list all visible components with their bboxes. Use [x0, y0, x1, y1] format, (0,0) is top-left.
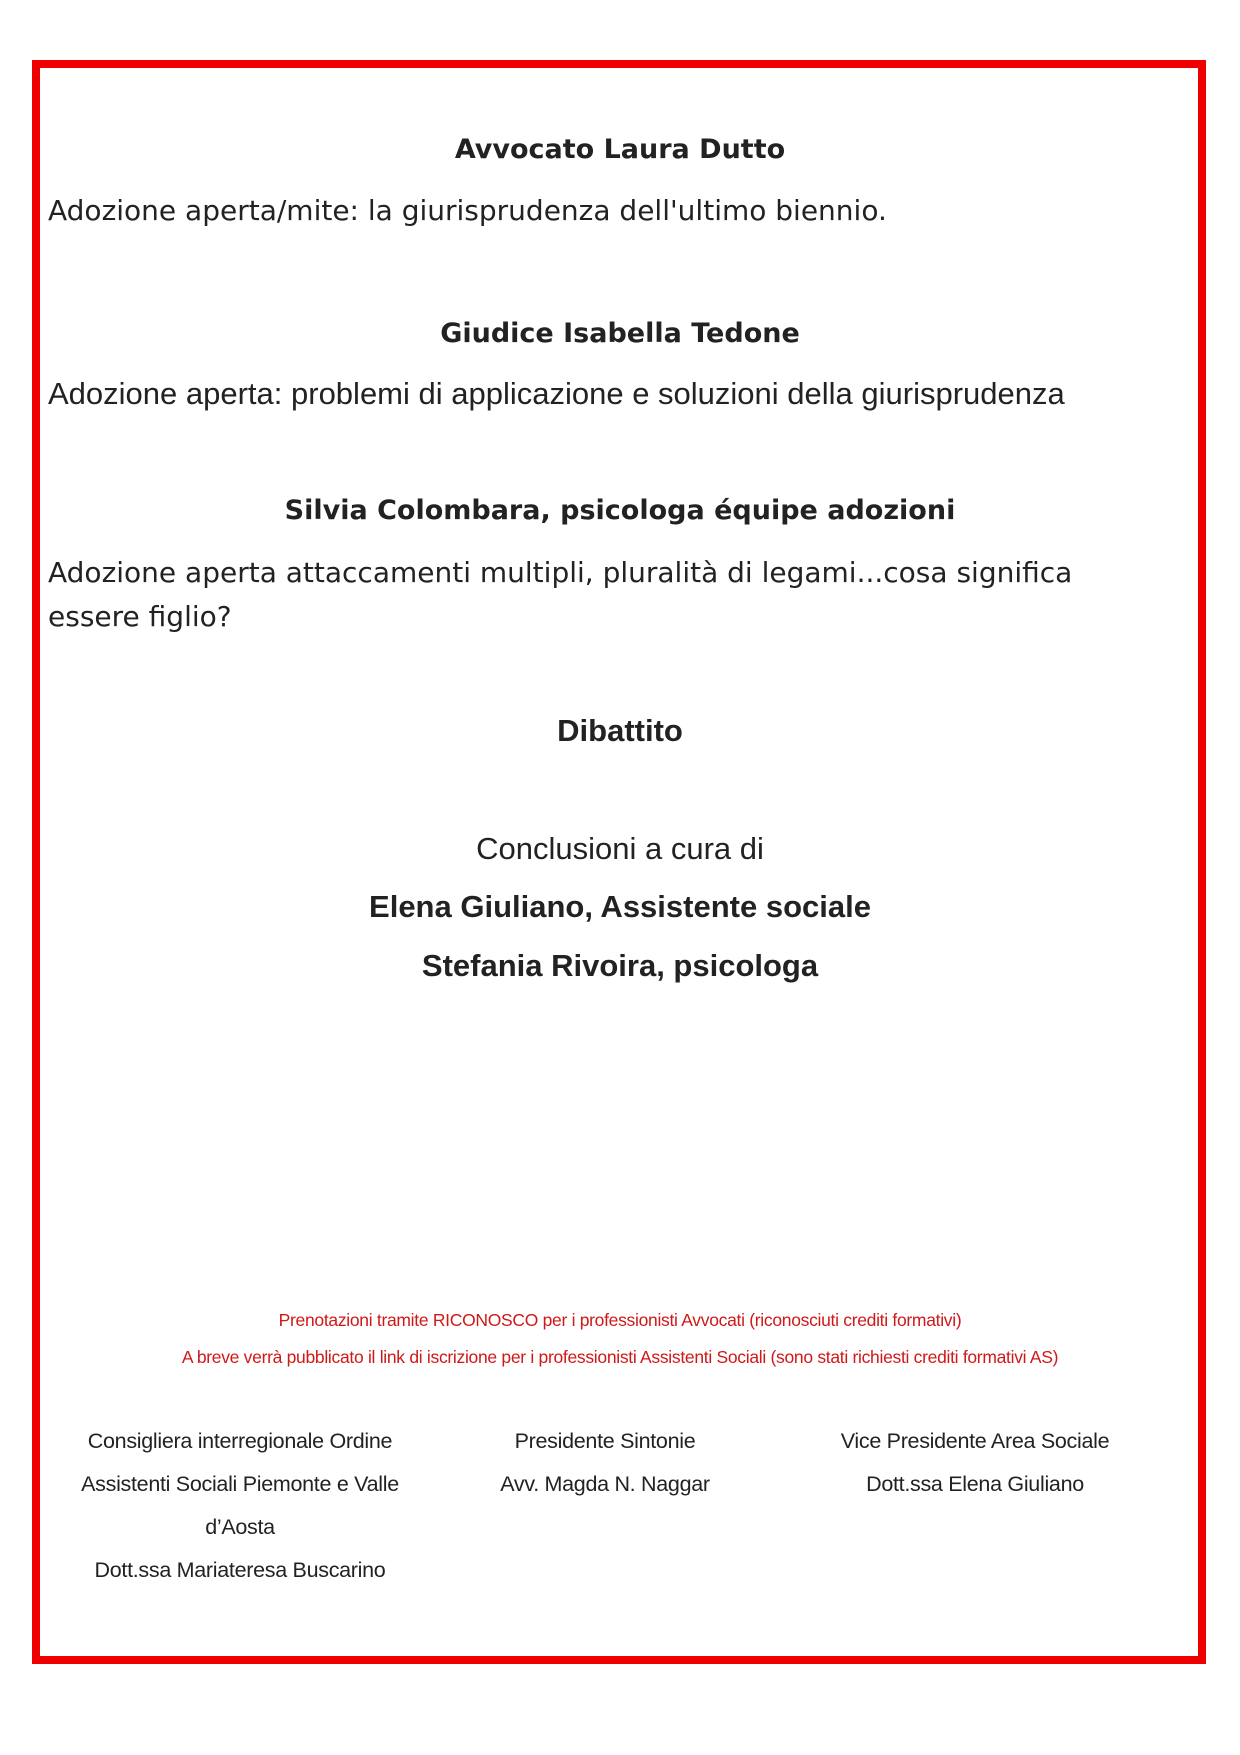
signature-block-1: [60, 1420, 420, 1592]
speaker-name: Giudice Isabella Tedone: [440, 318, 800, 349]
speaker-name: Silvia Colombara, psicologa équipe adozioni: [284, 495, 956, 526]
registration-notice: Prenotazioni tramite RICONOSCO per i professionisti Avvocati (riconosciuti crediti formativi): [278, 1310, 962, 1330]
speaker-topic: Adozione aperta attaccamenti multipli, pluralità di legami...cosa significa essere figlio?: [48, 556, 1073, 633]
conclusions-intro: Conclusioni a cura di: [476, 831, 764, 866]
signature-block-3: [800, 1420, 1150, 1506]
debate-heading: Dibattito: [557, 713, 683, 748]
signature-line: Dott.ssa Mariateresa Buscarino: [94, 1558, 386, 1582]
speaker-name: Avvocato Laura Dutto: [454, 134, 786, 165]
conclusions-name: Elena Giuliano, Assistente sociale: [369, 889, 871, 924]
signature-line: Consigliera interregionale Ordine: [87, 1429, 393, 1453]
registration-notice: A breve verrà pubblicato il link di iscrizione per i professionisti Assistenti Sociali (sono stati richiesti crediti formativi AS): [181, 1347, 1059, 1367]
conclusions-name: Stefania Rivoira, psicologa: [421, 948, 819, 983]
signature-line: Dott.ssa Elena Giuliano: [866, 1472, 1084, 1496]
signature-block-2: [440, 1420, 770, 1506]
signature-line: Vice Presidente Area Sociale: [840, 1429, 1110, 1453]
signature-line: Avv. Magda N. Naggar: [500, 1472, 710, 1496]
speaker-topic: Adozione aperta/mite: la giurisprudenza dell'ultimo biennio.: [48, 194, 887, 227]
signature-line: Presidente Sintonie: [514, 1429, 696, 1453]
speaker-topic: Adozione aperta: problemi di applicazione e soluzioni della giurisprudenza: [48, 376, 1065, 411]
signature-line: Assistenti Sociali Piemonte e Valle: [81, 1472, 399, 1496]
signature-line: d’Aosta: [205, 1515, 275, 1539]
